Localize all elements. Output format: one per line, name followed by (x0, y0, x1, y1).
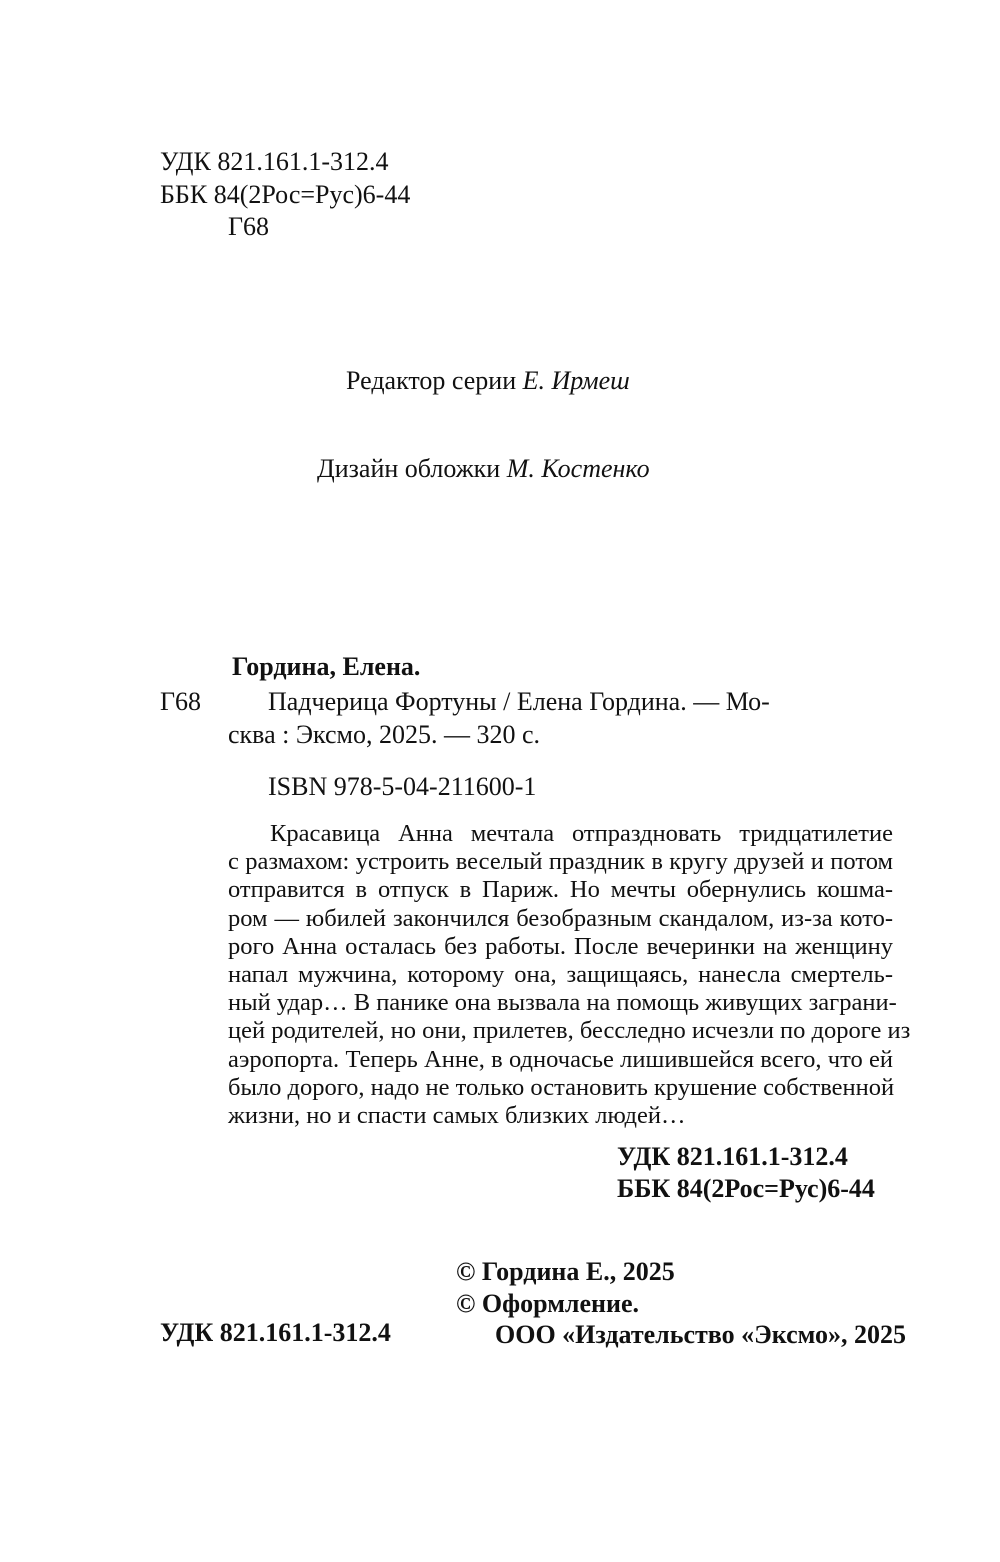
annotation-line: ный удар… В панике она вызвала на помощь живущих заграни- (228, 989, 897, 1017)
copyright-author: © Гордина Е., 2025 (456, 1257, 675, 1286)
copyright-design: © Оформление. (456, 1289, 640, 1318)
annotation-line: напал мужчина, которому она, защищаясь, нанесла смертель- (228, 961, 893, 989)
annotation-line: жизни, но и спасти самых близких людей… (228, 1102, 686, 1130)
bib-isbn: ISBN 978-5-04-211600-1 (268, 772, 537, 801)
annotation-line: ром — юбилей закончился безобразным скандалом, из-за кото- (228, 904, 893, 932)
bib-line1: Падчерица Фортуны / Елена Гордина. — Мо- (268, 687, 770, 716)
header-author-sign: Г68 (228, 212, 270, 241)
annotation-line: цей родителей, но они, прилетев, бесследно исчезли по дороге из (228, 1017, 911, 1045)
bib-line2: сква : Эксмо, 2025. — 320 с. (228, 720, 541, 749)
design-name: М. Костенко (506, 454, 650, 483)
annotation (228, 820, 911, 1130)
annotation-line: рого Анна осталась без работы. После вечеринки на женщину (228, 932, 893, 960)
annotation-line: Красавица Анна мечтала отпраздновать тридцатилетие (270, 820, 893, 847)
editor-name: Е. Ирмеш (522, 366, 630, 395)
design-credit (317, 454, 650, 484)
copyright-publisher: ООО «Издательство «Эксмо», 2025 (495, 1320, 907, 1349)
classification-udk: УДК 821.161.1-312.4 (617, 1142, 848, 1171)
header-udk: УДК 821.161.1-312.4 (160, 147, 389, 176)
classification-bbk: ББК 84(2Рос=Рус)6-44 (617, 1174, 875, 1203)
annotation-line: отправится в отпуск в Париж. Но мечты обернулись кошма- (228, 876, 893, 904)
editor-label: Редактор серии (346, 366, 517, 395)
editor-credit (346, 366, 630, 396)
bib-sign: Г68 (160, 687, 202, 716)
annotation-line: с размахом: устроить веселый праздник в кругу друзей и потом (228, 848, 893, 876)
bib-author: Гордина, Елена. (232, 652, 421, 681)
header-bbk: ББК 84(2Рос=Рус)6-44 (160, 180, 411, 209)
annotation-line: было дорого, надо не только остановить крушение собственной (228, 1073, 895, 1101)
design-label: Дизайн обложки (317, 454, 501, 483)
footer-udk: УДК 821.161.1-312.4 (160, 1318, 391, 1347)
annotation-line: аэропорта. Теперь Анне, в одночасье лишившейся всего, что ей (228, 1045, 893, 1073)
